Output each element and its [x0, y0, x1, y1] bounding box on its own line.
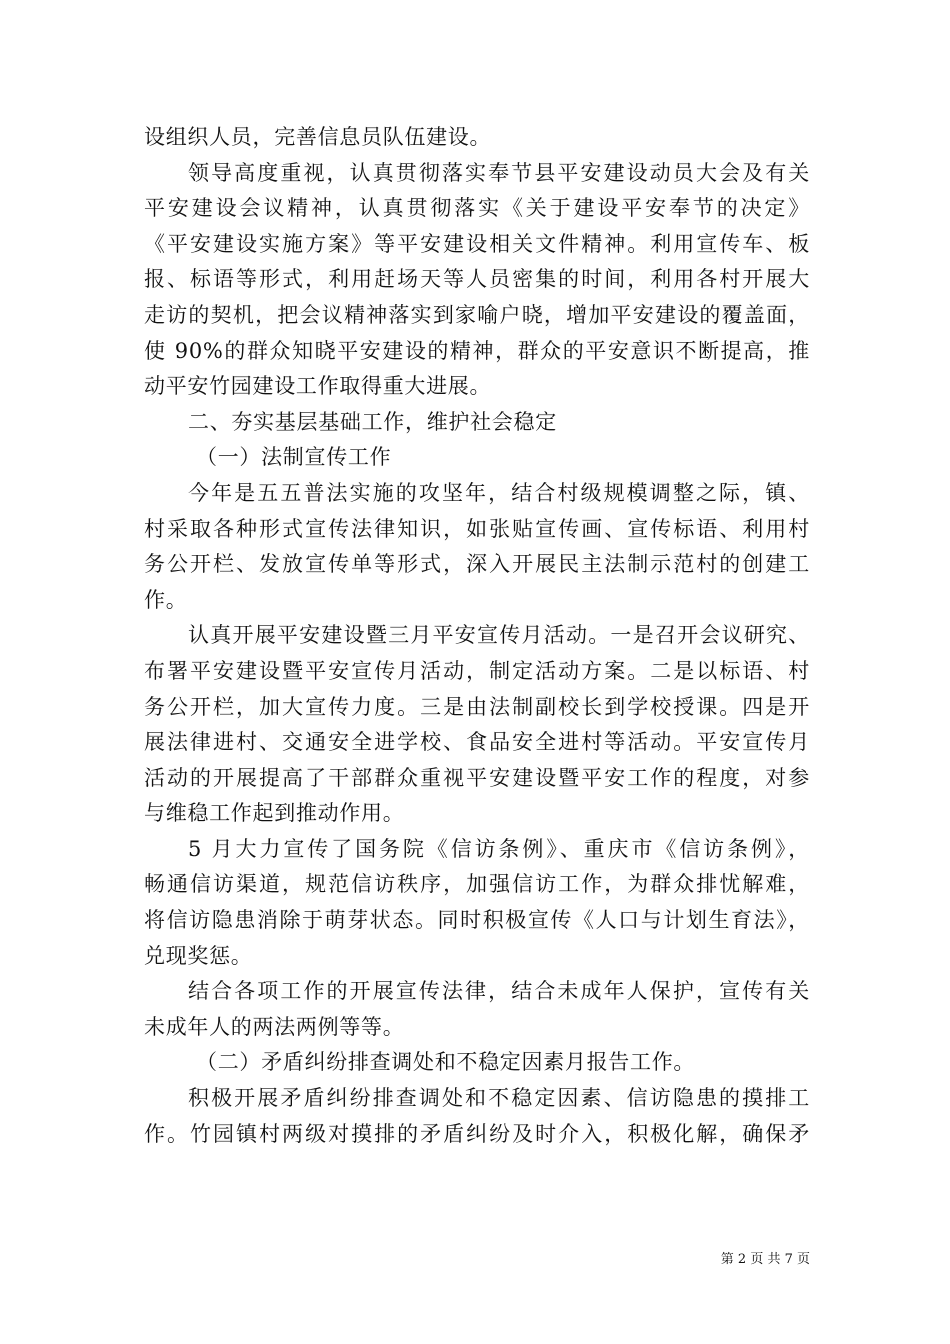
text-line: 今年是五五普法实施的攻坚年，结合村级规模调整之际，镇、 — [188, 480, 810, 505]
text-line: 务公开栏、发放宣传单等形式，深入开展民主法制示范村的创建工 — [144, 552, 810, 577]
text-line: 认真开展平安建设暨三月平安宣传月活动。一是召开会议研究、 — [188, 623, 810, 648]
text-line: 未成年人的两法两例等等。 — [144, 1014, 405, 1039]
text-line: 《平安建设实施方案》等平安建设相关文件精神。利用宣传车、板 — [144, 231, 810, 256]
text-line: 务公开栏，加大宣传力度。三是由法制副校长到学校授课。四是开 — [144, 694, 810, 719]
text-line: 布署平安建设暨平安宣传月活动，制定活动方案。二是以标语、村 — [144, 658, 810, 683]
text-line: 展法律进村、交通安全进学校、食品安全进村等活动。平安宣传月 — [144, 730, 810, 755]
text-line: 活动的开展提高了干部群众重视平安建设暨平安工作的程度，对参 — [144, 765, 810, 790]
text-line: 村采取各种形式宣传法律知识，如张贴宣传画、宣传标语、利用村 — [144, 516, 810, 541]
text-line: 兑现奖惩。 — [144, 943, 253, 968]
text-line: 5 月大力宣传了国务院《信访条例》、重庆市《信访条例》， — [188, 836, 810, 861]
text-line: 动平安竹园建设工作取得重大进展。 — [144, 374, 492, 399]
page-number: 第 2 页 共 7 页 — [720, 1252, 810, 1267]
text-line: 走访的契机，把会议精神落实到家喻户晓，增加平安建设的覆盖面， — [144, 302, 810, 327]
text-line: 积极开展矛盾纠纷排查调处和不稳定因素、信访隐患的摸排工 — [188, 1086, 810, 1111]
text-line: 报、标语等形式，利用赶场天等人员密集的时间，利用各村开展大 — [144, 267, 810, 292]
document-body — [144, 120, 810, 1152]
text-line: 结合各项工作的开展宣传法律，结合未成年人保护，宣传有关 — [188, 979, 810, 1004]
text-line: 使 90%的群众知晓平安建设的精神，群众的平安意识不断提高，推 — [144, 338, 810, 363]
text-line: 作。竹园镇村两级对摸排的矛盾纠纷及时介入，积极化解，确保矛 — [144, 1121, 810, 1146]
text-line: 与维稳工作起到推动作用。 — [144, 801, 405, 826]
text-line: 将信访隐患消除于萌芽状态。同时积极宣传《人口与计划生育法》， — [144, 908, 810, 933]
text-line: 平安建设会议精神，认真贯彻落实《关于建设平安奉节的决定》 — [144, 196, 810, 221]
subsection-heading: （一）法制宣传工作 — [196, 445, 392, 470]
text-line: 设组织人员，完善信息员队伍建设。 — [144, 125, 492, 149]
text-line: 作。 — [144, 587, 188, 612]
section-heading: 二、夯实基层基础工作，维护社会稳定 — [188, 409, 557, 434]
text-line: 畅通信访渠道，规范信访秩序，加强信访工作，为群众排忧解难， — [144, 872, 810, 897]
text-line: 领导高度重视，认真贯彻落实奉节县平安建设动员大会及有关 — [188, 160, 810, 185]
subsection-heading: （二）矛盾纠纷排查调处和不稳定因素月报告工作。 — [196, 1050, 696, 1075]
